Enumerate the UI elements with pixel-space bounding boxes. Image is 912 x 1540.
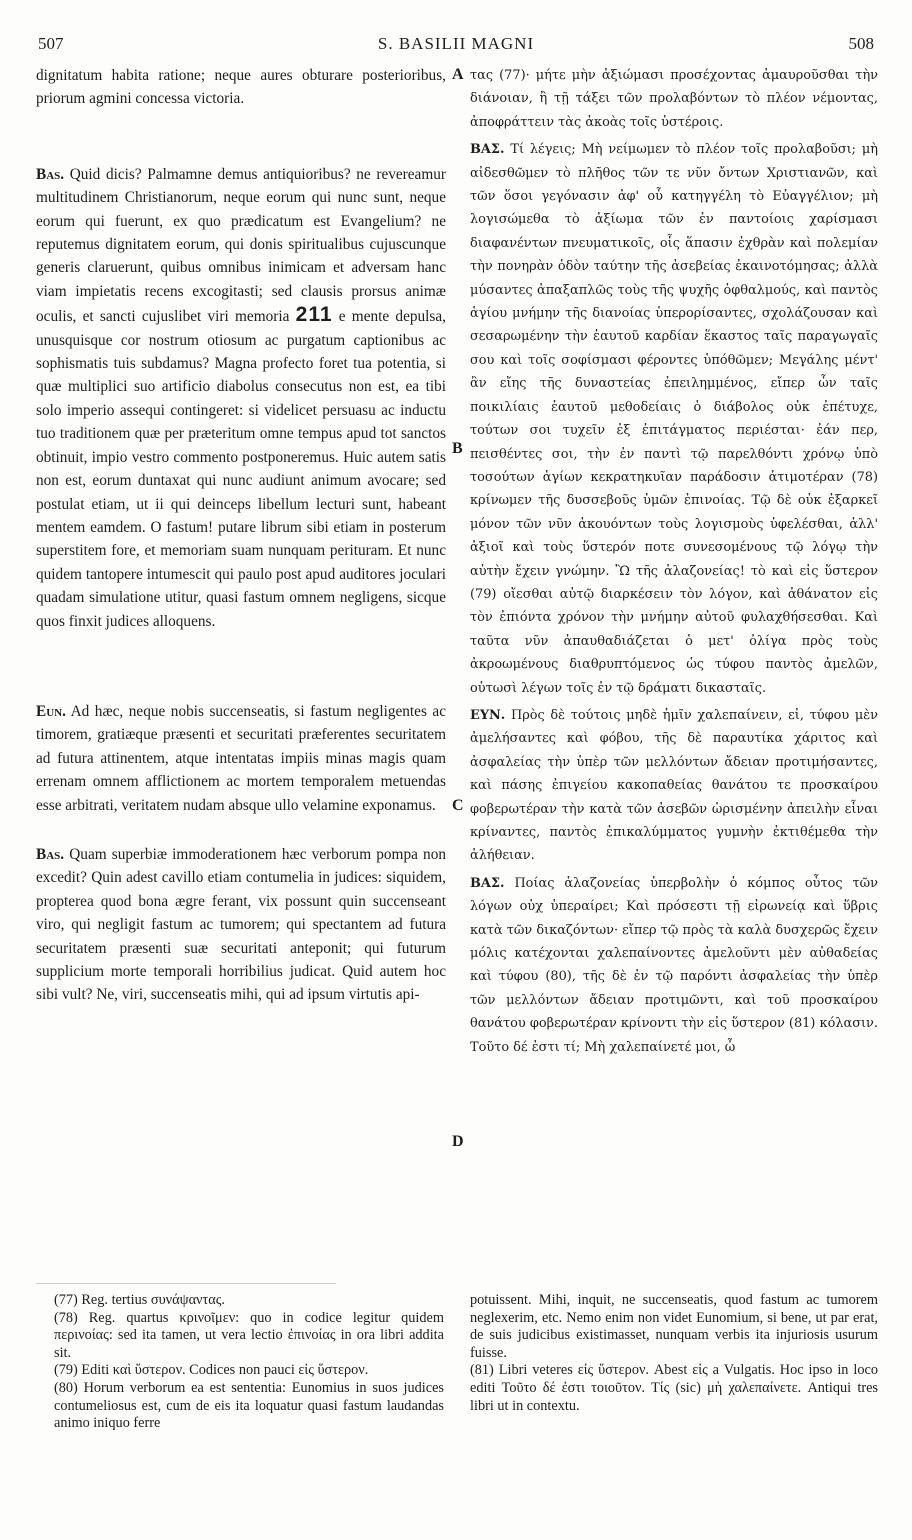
greek-text: Τί λέγεις; Μὴ νείμωμεν τὸ πλέον τοῖς προλαβοῦσι; μὴ αἰδεσθῶμεν τὸ πλῆθος τῶν τε νῦν ὄντων Χριστιανῶν, καὶ τῶν ὅσοι γεγόνασιν ἀφ' οὗ κατηγγέλη τὸ Εὐαγγέλιον; μὴ λογισώμεθα τὸ ἀξίωμα τῶν ἐν παντοίοις χαρίσμασι διαφανέντων πνευματικοῖς, οἷς ἅπασιν ἐχθρὰν καὶ πολεμίαν τὴν πονηρὰν ὁδὸν ταύτην τῆς ἀσεβείας ἐκαινοτόμησας; ἀλλὰ μύσαντες ἀπαξαπλῶς τοὺς τῆς ψυχῆς ὀφθαλμούς, καὶ παντὸς ἁγίου μνήμην τῆς διανοίας ὑπερορίσαντες, σχολάζουσαν καὶ σεσαρωμένην τὴν ἑαυτοῦ καρδίαν ἕκαστος ταῖς παραγωγαῖς σου καὶ τοῖς σοφίσμασι φέροντες ὑπόθῶμεν; Μεγάλης μέντ' ἂν εἴης τῆς δυναστείας ἐπειλημμένος, εἴπερ ὧν ταῖς ποικιλίαις ἑαυτοῦ μεθοδείαις ὁ διάβολος οὐκ ἐπέτυχε, τούτων σοι τυχεῖν ἐξ ἐπιτάγματος περιέσται· ἐάν περ, πεισθέντες σοι, τὴν ἐν παντὶ τῷ παρελθόντι χρόνῳ ὑπὸ τοσούτων ἁγίων κεκρατηκυῖαν παράδοσιν ἀτιμοτέραν (78) κρίνωμεν τῆς δυσσεβοῦς ὑμῶν ἐπινοίας. Τῷ δὲ οὐκ ἐξαρκεῖ μόνον τῶν νῦν ἀκουόντων τοὺς λογισμοὺς ὑφελέσθαι, ἀλλ' ἀξιοῖ καὶ τοὺς ὕστερόν ποτε συνεσομένους τῷ λόγῳ τὴν αὐτὴν ἔχειν γνώμην. Ὢ τῆς ἀλαζονείας! τὸ καὶ εἰς ὕστερον (79) οἴεσθαι αὐτῷ διαρκέσειν τὸν λόγον, καὶ ἀθάνατον εἰς τὸν ἐπιόντα χρόνον τὴν μνήμην αὐτοῦ φυλαχθήσεσθαι. Καὶ ταῦτα νῦν ἀπαυθαδιάζεται ὁ μετ' ὀλίγα πρὸς τοὺς ἀκροωμένους διαθρυπτόμενος ὡς τύφου παντὸς ἀμελῶν, οὑτωσὶ λέγων τοῖς ἐν τῷ δράματι δικασταῖς. <box>470 142 878 696</box>
section-marker-d: D <box>452 1133 464 1150</box>
latin-text: Ad hæc, neque nobis succenseatis, si fastum negligentes ac timorem, gratiæque præsenti et securitati præferentes securitatem ad futura attinentem, atque intentatas impiis minas magis quam errenam omnem afflictionem ac mortem temporalem metuendas esse arbitrati, veritatem nudam absque ullo velamine exponamus. <box>36 702 446 814</box>
greek-text: Ποίας ἀλαζονείας ὑπερβολὴν ὁ κόμπος οὗτος τῶν λόγων οὐχ ὑπεραίρει; Καὶ πρόσεστι τῇ εἰρωνείᾳ καὶ ὕβρις κατὰ τῶν δικαζόντων· εἴπερ τῷ πρὸς τὰ καλὰ δυσχερῶς ἔχειν μόλις κατέχονται χαλεπαίνοντες ἀμελοῦντι μὲν αὐθαδείας καὶ τύφου (80), τῆς δὲ ἐν τῷ παρόντι ἀσφαλείας τὴν ὑπὲρ τῶν μελλόντων ἄδειαν προτιμῶντι, καὶ τοῦ προσκαίρου θανάτου φοβερωτέραν κρίνοντι τὴν εἰς ὕστερον (81) κόλασιν. Τοῦτο δέ ἐστι τί; Μὴ χαλεπαίνετέ μοι, ὦ <box>470 875 878 1055</box>
latin-column <box>36 64 446 1007</box>
speaker-label: Eun. <box>36 702 66 720</box>
latin-text: e mente depulsa, unusquisque cor nostrum otiosum ac purgatum captionibus ac sophismatis tuis subdamus? Magna profecto foret tua potentia, si quæ multiplici suo artificio diabolus consecutus non est, ea tibi solo imperio assequi contingeret: si videlicet persuasu ac inductu tuo traditionem quæ per præteritum omne tempus apud tot sanctos obtinuit, impio vestro commento postponeremus. Huic autem satis non est, eorum duntaxat qui nunc audiunt animum avocare; sed postulat etiam, ut ii qui deinceps libellum lecturi sunt, habeant mentem eamdem. O fastum! putare librum sibi etiam in posterum superstitem fore, et memoriam suam nunquam perituram. Et nunc quidem tantopere intumescit qui paulo post apud auditores joculari quadam simulatione utitur, quasi fastum omnem negligens, sicque quos finxit judices alloquens. <box>36 308 446 630</box>
greek-paragraph-3 <box>470 704 878 868</box>
speaker-label: ΒΑΣ. <box>470 875 505 891</box>
running-header <box>38 34 874 58</box>
latin-paragraph-4 <box>36 843 446 1007</box>
footnote: (80) Horum verborum ea est sententia: Eunomius in suos judices contumeliosus est, cum de eis ita loquatur quasi fastum laudandas animo iniquo ferre <box>54 1379 444 1432</box>
section-marker-b: B <box>452 440 463 457</box>
footnote: (79) Editi καὶ ὕστερον. Codices non pauci εἰς ὕστερον. <box>54 1362 369 1379</box>
footnotes-left <box>54 1292 444 1433</box>
footnote: (77) Reg. tertius συνάψαντας. <box>54 1292 225 1308</box>
speaker-label: ΕΥΝ. <box>470 707 506 723</box>
greek-column <box>470 64 878 1059</box>
latin-text: Quam superbiæ immoderationem hæc verborum pompa non excedit? Quin adest cavillo etiam contumelia in judices: siquidem, propterea quod bona ægre ferant, vix possunt quin succenseant viro, qui negligit fastum ac tumorem; qui spectantem ad futura securitatem præsenti suæ securitati anteponit; qui futurum supplicium morte temporali horribilius judicat. Quid autem hoc sibi vult? Ne, viri, succenseatis mihi, qui ad ipsum virtutis api- <box>36 845 446 1004</box>
latin-paragraph-3 <box>36 700 446 817</box>
speaker-label: Bas. <box>36 845 65 863</box>
greek-paragraph-1: τας (77)· μήτε μὴν ἀξιώμασι προσέχοντας ἀμαυροῦσθαι τὴν διάνοιαν, ἢ τῇ τάξει τῶν προλαβόντων τὸ πλέον νέμοντας, ἀποφράττειν τὰς ἀκοὰς τοῖς ὑστέροις. <box>470 68 878 130</box>
footnote: (78) Reg. quartus κρινοῖμεν: quo in codice legitur quidem περινοίας: sed ita tamen, ut vera lectio ἐπινοίας in ora libri addita sit. <box>54 1309 444 1361</box>
greek-paragraph-2 <box>470 138 878 700</box>
footnote-rule <box>36 1283 336 1284</box>
greek-text: Πρὸς δὲ τούτοις μηδὲ ἡμῖν χαλεπαίνειν, εἰ, τύφου μὲν ἀμελήσαντες καὶ φόβου, τῆς δὲ παραυτίκα χάριτος καὶ ἀσφαλείας τὴν ὑπὲρ τῶν μελλόντων ἄδειαν προτιμήσαντες, καὶ πάσης ἐπιγείου κακοπαθείας θανάτου τε προσκαίρου φοβερωτέραν τὴν κατὰ τῶν ἀσεβῶν ὡρισμένην ἀπειλὴν εἶναι κρίναντες, παντὸς ἐπικαλύμματος γυμνὴν ἐκτιθέμεθα τὴν ἀλήθειαν. <box>470 707 878 864</box>
header-title: S. BASILII MAGNI <box>377 34 535 53</box>
speaker-label: Bas. <box>36 165 65 183</box>
footnote-continuation: potuissent. Mihi, inquit, ne succenseatis, quod fastum ac tumorem neglexerim, etc. Nemo enim non videt Eunomium, si bene, ut par erat, de suis judicibus existimasset, nunquam verbis ita injuriosis usurum fuisse. <box>470 1292 878 1361</box>
footnotes-right <box>470 1292 878 1415</box>
latin-paragraph-1: dignitatum habita ratione; neque aures obturare posterioribus, priorum agmini concessa victoria. <box>36 67 446 108</box>
left-page-number: 507 <box>38 34 64 53</box>
footnote: (81) Libri veteres εἰς ὕστερον. Abest εἰς a Vulgatis. Hoc ipso in loco editi Τοῦτο δέ ἐστι τοιοῦτον. Τίς (sic) μὴ χαλεπαίνετε. Antiqui tres libri ut in contextu. <box>470 1362 878 1414</box>
latin-paragraph-2 <box>36 163 446 633</box>
section-marker-c: C <box>452 797 464 814</box>
right-page-number: 508 <box>848 34 874 53</box>
speaker-label: ΒΑΣ. <box>470 142 505 158</box>
latin-text: Quid dicis? Palmamne demus antiquioribus? ne revereamur multitudinem Christianorum, neque eorum qui nunc sunt, neque eorum qui fuerunt, ex quo prædicatum est Evangelium? ne reputemus dignitatem eorum, qui donis spiritualibus cujuscunque generis claruerunt, quibus omnibus inimicam et adversam hanc viam impietatis recens excogitasti; sed clausis prorsus animæ oculis, et sancti cujuslibet viri memoria <box>36 165 446 326</box>
greek-paragraph-4 <box>470 872 878 1059</box>
section-marker-a: A <box>452 66 464 83</box>
column-number: 211 <box>295 303 333 327</box>
